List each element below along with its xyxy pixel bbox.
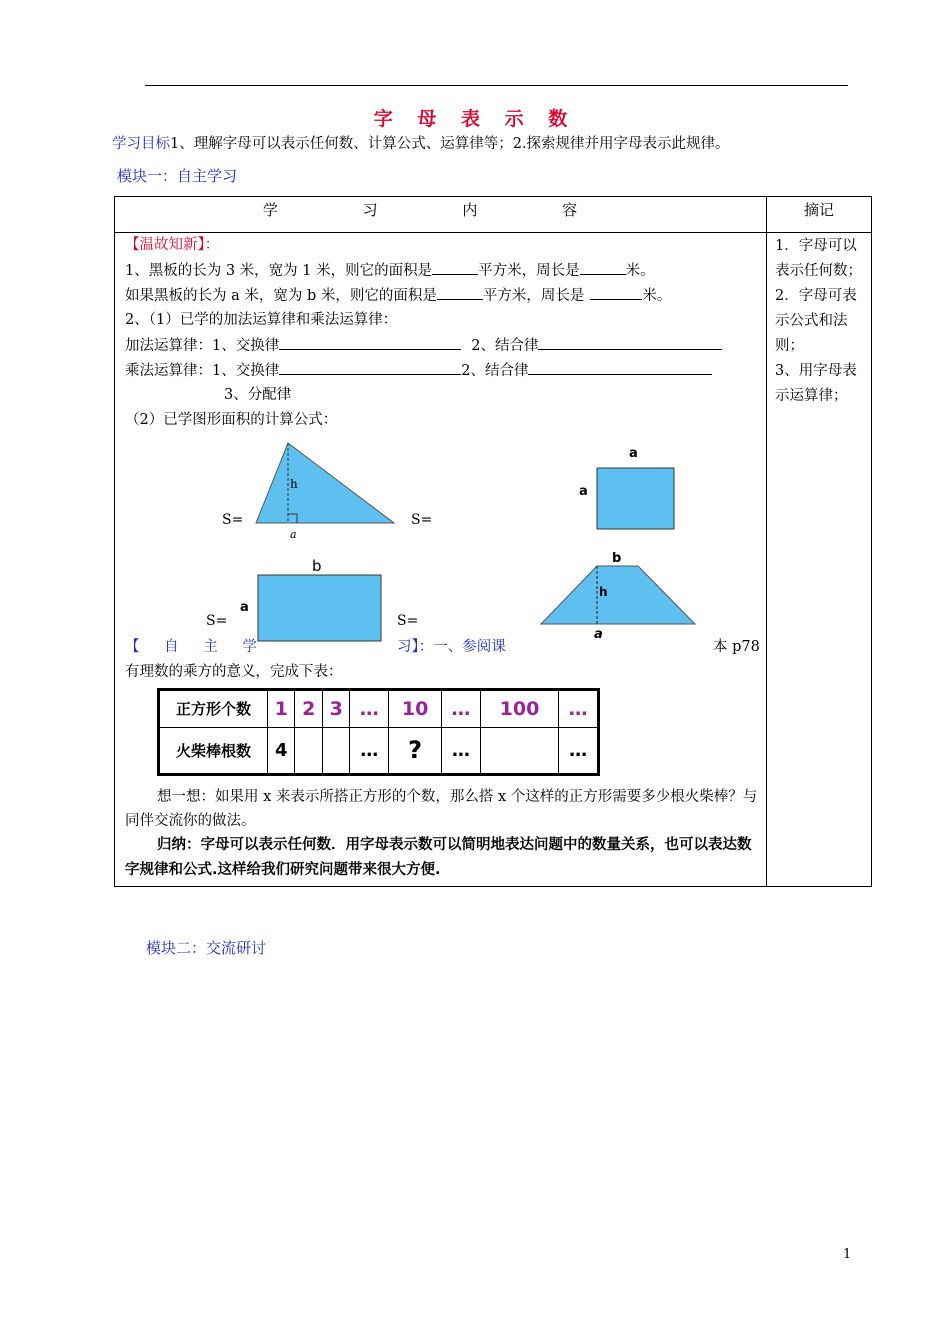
goal-label: 学习目标 [112, 136, 170, 152]
matchstick-table [157, 688, 600, 776]
self-study-heading: 【 自 主 学 [125, 639, 267, 655]
rectangle-shape [258, 575, 381, 641]
review-heading: 【温故知新】： [125, 237, 220, 253]
rectangle-a-label: a [240, 600, 249, 615]
square-shape [597, 468, 674, 529]
rectangle-b-label: b [312, 557, 322, 575]
multiplication-laws: 乘法运算律：1、交换律 2、结合律 [125, 360, 712, 381]
table-cell: 100 [480, 691, 559, 728]
trapezoid-h-label: h [599, 585, 608, 599]
table-cell: … [559, 691, 598, 728]
question-1: 1、黑板的长为 3 米，宽为 1 米，则它的面积是 平方米，周长是 米。 [125, 260, 655, 281]
row-header-squares: 正方形个数 [160, 691, 268, 728]
question-2-2: （2）已学图形面积的计算公式： [125, 412, 338, 428]
table-cell: … [442, 727, 481, 773]
page-title: 字 母 表 示 数 [373, 108, 577, 130]
notes-column [775, 234, 867, 409]
table-cell[interactable] [480, 727, 559, 773]
addition-laws: 加法运算律：1、交换律 2、结合律 [125, 335, 722, 356]
module2-heading: 模块二：交流研讨 [146, 939, 267, 957]
note-item: 3、用字母表示运算律； [775, 363, 857, 404]
triangle-shape [256, 443, 394, 523]
table-row [160, 727, 598, 773]
note-item: 1．字母可以表示任何数； [775, 238, 862, 279]
table-cell[interactable]: ? [389, 727, 442, 773]
table-row [160, 691, 598, 728]
square-top-label: a [629, 446, 638, 461]
self-study-line2: 有理数的乘方的意义，完成下表： [125, 664, 343, 680]
table-cell: … [559, 727, 598, 773]
trapezoid-shape [541, 566, 695, 624]
page-number: 1 [843, 1247, 852, 1262]
summary-text: 归纳：字母可以表示任何数．用字母表示数可以简明地表达问题中的数量关系，也可以表达数字规律和公式.这样给我们研究问题带来很大方便. [125, 837, 752, 878]
triangle-h-label: h [290, 477, 298, 491]
header-notes: 摘记 [803, 201, 834, 219]
trapezoid-a-label: a [594, 627, 603, 642]
trapezoid-b-label: b [612, 551, 622, 566]
row-header-matchsticks: 火柴棒根数 [160, 727, 268, 773]
table-cell: … [350, 727, 389, 773]
table-cell: 10 [389, 691, 442, 728]
table-cell: … [350, 691, 389, 728]
table-cell[interactable] [295, 727, 322, 773]
goal-text: 1、理解字母可以表示任何数、计算公式、运算律等；2.探索规律并用字母表示此规律。 [170, 136, 730, 152]
textbook-reference: 本 p78 [713, 639, 760, 655]
header-content: 学 习 内 容 [262, 201, 618, 219]
rectangle-area-label: S= [206, 613, 228, 629]
table-cell: 1 [268, 691, 295, 728]
table-cell: 2 [295, 691, 322, 728]
self-study-instruction: 习】：一、参阅课 [397, 639, 506, 655]
table-cell: … [442, 691, 481, 728]
think-question: 想一想：如果用 x 来表示所搭正方形的个数，那么搭 x 个这样的正方形需要多少根火柴棒？与同伴交流你的做法。 [125, 789, 758, 829]
square-area-label: S= [411, 512, 433, 528]
distributive-law: 3、分配律 [224, 387, 292, 403]
question-1b: 如果黑板的长为 a 米，宽为 b 米，则它的面积是 平方米，周长是 米。 [125, 285, 671, 306]
note-item: 2．字母可表示公式和法则； [775, 288, 857, 354]
triangle-a-label: a [290, 528, 297, 541]
triangle-area-label: S= [222, 512, 244, 528]
question-2-1: 2、（1）已学的加法运算律和乘法运算律： [125, 312, 398, 328]
table-cell: 4 [268, 727, 295, 773]
table-cell: 3 [322, 691, 349, 728]
square-left-label: a [579, 484, 588, 499]
table-cell[interactable] [322, 727, 349, 773]
trapezoid-area-label: S= [397, 613, 419, 629]
module1-heading: 模块一：自主学习 [117, 167, 238, 185]
